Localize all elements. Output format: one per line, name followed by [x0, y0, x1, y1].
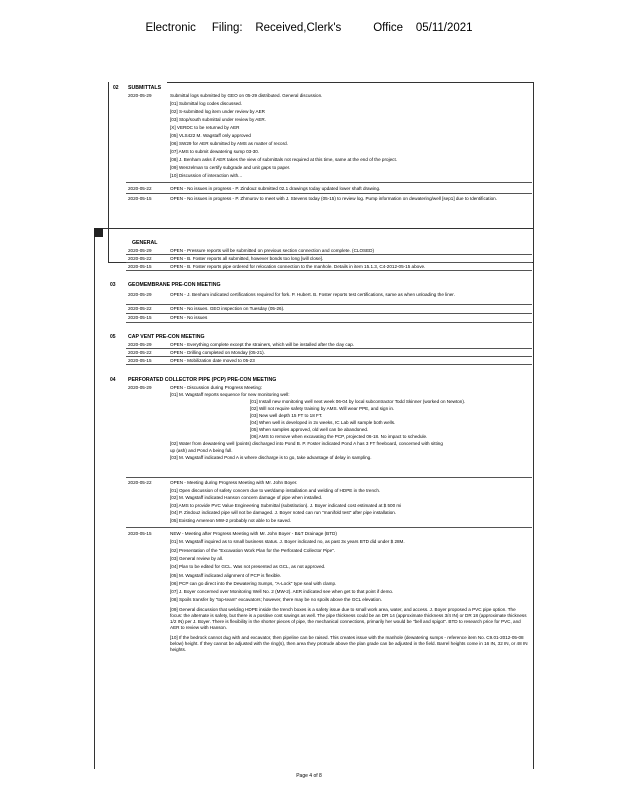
- row-date: 2020-05-15: [128, 358, 152, 363]
- pcp-line: up (ash) and Pond A being full.: [170, 448, 233, 453]
- row-text: OPEN - Everything complete except the strainers, which will be installed after the clay cap.: [170, 342, 355, 347]
- section-title: GEOMEMBRANE PRE-CON MEETING: [128, 282, 221, 288]
- row-date: 2020-05-29: [128, 93, 152, 98]
- pcp-line: [07] J. Boyer concerned over Monitoring Well No. 2 (MW-2). AER indicated see when get to that point if demo.: [170, 589, 394, 595]
- row-text: OPEN - Drilling completed on Monday (05-21).: [170, 350, 265, 355]
- pcp-line: NEW - Meeting after Progress Meeting with Mr. John Boyer - B&T Drainage (BTD): [170, 531, 337, 536]
- pcp-paragraph-10: [10] If the bedrock cannot dug with and excavator, then pipeline can be raised. This creates issue with the manhole (dewatering sumps - reference item No. C9.01-2012-05-08 below) height. If they cannot be adjusted with the ring(s), then area they protrude above the plan grade can be adjusted in the field. Barrel heights come in 16 IN, 32 IN, or 48 IN heights.: [170, 635, 528, 652]
- row-text: OPEN - No issues. GEO inspection on Tuesday (05-26).: [170, 306, 285, 311]
- row-date: 2020-05-29: [128, 248, 152, 253]
- submittal-item: [08] J. Benham asks if AER takes the view of submittals not required at this time, same at the end of the project.: [170, 157, 397, 162]
- row-date: 2020-05-22: [128, 186, 152, 191]
- submittal-item: [03] Stop/south submittal under review by AER.: [170, 117, 267, 122]
- pcp-subitem: [02] Will not require safety training by AMS. Will wear PPE, and sign in.: [250, 406, 395, 411]
- section-title: SUBMITTALS: [128, 85, 162, 91]
- submittal-item: [02] S-submitted log item under review by AER: [170, 109, 265, 114]
- submittal-item: [09] Wenzelman to certify subgrade and unit gaps to paper.: [170, 165, 291, 170]
- row-date: 2020-05-15: [128, 264, 152, 269]
- section-number: 02: [113, 85, 119, 91]
- pcp-line: [03] AMS to provide PVC Value Engineering Submittal (substitution). J. Boyer indicated cost estimated at $ 500 mi: [170, 502, 402, 508]
- pcp-line: [02] Water from dewatering well (points) discharged into Pond B. P. Foster indicated Pond A has 3 FT freeboard, concerned with sitting: [170, 441, 443, 446]
- submittal-item: Submittal logs submitted by GEO on 05-29 distributed. General discussion.: [170, 93, 323, 98]
- pcp-line: [05] Existing Amereon MW-2 probably not able to be saved.: [170, 517, 291, 523]
- pcp-subitem: [06] AMS to remove when excavating the PCP, projected 06-18. No impact to schedule.: [250, 434, 428, 439]
- pcp-line: [03] M. Wagstaff indicated Pond A is where discharge is to go, take advantage of delay in sampling.: [170, 455, 372, 460]
- row-date: 2020-05-22: [128, 306, 152, 311]
- row-text: OPEN - J. Benham indicated certifications required for fork. P. Hubert. B. Foster reports test certifications, same as when unloading the liner.: [170, 292, 455, 297]
- row-text: OPEN - No issues: [170, 315, 208, 320]
- row-date: 2020-05-15: [128, 315, 152, 320]
- row-text: OPEN - B. Foster reports all submitted, however bonds too long [will close].: [170, 256, 324, 261]
- pcp-line: [01] Open discussion of safety concern due to wet/damp installation and welding of HDPE in the trench.: [170, 487, 381, 493]
- section-number: 04: [110, 377, 116, 383]
- section-number: 03: [110, 282, 116, 288]
- pcp-subitem: [05] When samples approved, old well can be abandoned.: [250, 427, 369, 432]
- row-text: OPEN - B. Foster reports pipe ordered for relocation connection to the manhole. Details in item 15.1.3, C4-2012-05-15 above.: [170, 264, 426, 269]
- pcp-subitem: [03] New well depth 15 FT to 18 FT.: [250, 413, 323, 418]
- row-text: OPEN - Pressure reports will be submitted on previous section connection and complete. (CLOSED): [170, 248, 375, 253]
- pcp-subitem: [01] Install new monitoring well next week 06-04 by local subcontractor Todd Skinner (worked on Newton).: [250, 399, 466, 404]
- section-number: 05: [110, 334, 116, 340]
- row-date: 2020-05-22: [128, 256, 152, 261]
- general-title: GENERAL: [132, 240, 158, 246]
- row-date: 2020-05-29: [128, 292, 152, 297]
- row-text: OPEN - Mobilization date moved to 05-23: [170, 358, 255, 363]
- row-date: 2020-05-22: [128, 350, 152, 355]
- row-text: OPEN - No issues in progress - P. Zhmurov to meet with J. Stevens today (05-15) to review log. Pump information on dewatering/well [sep1] due to Identification.: [170, 196, 497, 201]
- submittal-item: [05] VLS422 M. Wagstaff only approved: [170, 133, 251, 138]
- pcp-paragraph-09: [09] General discussion that welding HDPE inside the trench boxes is a safety issue due to small work area, water, and access. J. Boyer proposed a PVC pipe option. The focus: the alternate is safety, but there is a positive cost savings as well. The pipe thickness could be an DR 14 (approximate thickness 3/4 IN) or DR 18 (approximate thickness 1/2 IN) per J. Boyer. There is flexibility in the shorter pieces of pipe, the mechanical connections, primarily her would be "bell and spigot". BTD to research price for PVC, and AER to review with Hanson.: [170, 607, 527, 630]
- pcp-line: OPEN - Discussion during Progress Meeting:: [170, 385, 262, 390]
- row-date: 2020-05-22: [128, 480, 152, 485]
- pcp-subitem: [04] When well is developed in 2x weeks, IC Lab will sample both wells.: [250, 420, 396, 425]
- pcp-line: [08] Spoils transfer by "top-team" excavators; however, there may be no spoils above the GCL elevation.: [170, 597, 382, 603]
- section-marker: [94, 228, 103, 237]
- row-text: OPEN - No issues in progress - P. Zindouz submitted 02.1 drawings today updated lower shaft drawing.: [170, 186, 381, 191]
- row-date: 2020-05-29: [128, 342, 152, 347]
- section-title: CAP VENT PRE-CON MEETING: [128, 334, 205, 340]
- pcp-line: [01] M. Wagstaff inquired as to small business status. J. Boyer indicated no, as past 3x years BTD did under $ 28M.: [170, 539, 405, 545]
- pcp-line: [05] M. Wagstaff indicated alignment of PCP is flexible.: [170, 572, 282, 578]
- submittal-item: [10] Discussion of interaction with...: [170, 173, 243, 178]
- submittal-item: [07] AMS to submit dewatering sump 03-30.: [170, 149, 260, 154]
- submittal-item: [X] VERDC to be returned by AER: [170, 125, 240, 130]
- pcp-line: [02] M. Wagstaff indicated Hanson concern damage of pipe when installed.: [170, 495, 323, 500]
- pcp-line: OPEN - Meeting during Progress Meeting with Mr. John Boyer.: [170, 480, 298, 485]
- page-number: Page 4 of 8: [296, 773, 322, 779]
- pcp-line: [03] General review by all.: [170, 555, 224, 561]
- row-date: 2020-05-15: [128, 531, 152, 536]
- pcp-line: [02] Presentation of the "Excavation Work Plan for the Perforated Collector Pipe".: [170, 547, 336, 553]
- row-date: 2020-05-15: [128, 196, 152, 201]
- pcp-line: [01] M. Wagstaff reports sequence for new monitoring well:: [170, 392, 290, 397]
- submittal-item: [06] SW29 for AER submitted by AMS as matter of record.: [170, 141, 288, 146]
- submittal-item: [01] Submittal log codes discussed.: [170, 101, 243, 106]
- pcp-line: [04] P. Zindouz indicated pipe will not be damaged. J. Boyer noted can run "manifold test" after pipe installation.: [170, 510, 397, 515]
- section-title: PERFORATED COLLECTOR PIPE (PCP) PRE-CON MEETING: [128, 377, 277, 383]
- pcp-line: [06] PCP can go direct into the Dewatering Sumps, "A-Lock" type seal with clamp.: [170, 580, 337, 586]
- row-date: 2020-05-29: [128, 385, 152, 390]
- pcp-line: [04] Plan to be edited for GCL. Was not presented as GCL, as not approved.: [170, 564, 326, 570]
- electronic-filing-stamp: Electronic Filing: Received,Clerk's Office 05/11/2021: [145, 22, 473, 34]
